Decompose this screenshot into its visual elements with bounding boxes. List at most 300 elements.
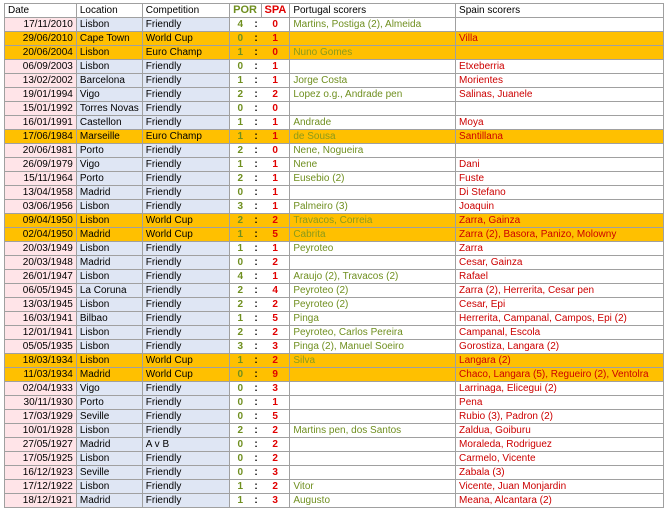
cell-location[interactable]: Lisbon bbox=[76, 242, 142, 256]
cell-por-score[interactable]: 0 bbox=[229, 256, 251, 270]
cell-spa-score[interactable]: 1 bbox=[261, 32, 290, 46]
cell-competition[interactable]: Euro Champ bbox=[142, 130, 229, 144]
table-row bbox=[5, 88, 664, 102]
cell-competition[interactable]: World Cup bbox=[142, 368, 229, 382]
header-por[interactable]: POR bbox=[229, 4, 261, 18]
cell-spa-score[interactable]: 1 bbox=[261, 60, 290, 74]
cell-spa-score[interactable]: 2 bbox=[261, 438, 290, 452]
cell-spain-scorers[interactable] bbox=[456, 18, 664, 32]
cell-date[interactable]: 02/04/1933 bbox=[5, 382, 77, 396]
cell-spa-score[interactable]: 1 bbox=[261, 172, 290, 186]
score-separator[interactable]: : bbox=[251, 214, 261, 228]
cell-spa-score[interactable]: 1 bbox=[261, 116, 290, 130]
cell-date[interactable]: 02/04/1950 bbox=[5, 228, 77, 242]
cell-por-score[interactable]: 0 bbox=[229, 452, 251, 466]
cell-date[interactable]: 17/12/1922 bbox=[5, 480, 77, 494]
score-separator[interactable]: : bbox=[251, 396, 261, 410]
cell-spain-scorers[interactable]: Moya bbox=[456, 116, 664, 130]
cell-spain-scorers[interactable]: Zarra (2), Herrerita, Cesar pen bbox=[456, 284, 664, 298]
cell-competition[interactable]: Friendly bbox=[142, 88, 229, 102]
cell-spain-scorers[interactable]: Rafael bbox=[456, 270, 664, 284]
score-separator[interactable]: : bbox=[251, 242, 261, 256]
cell-location[interactable]: Lisbon bbox=[76, 424, 142, 438]
cell-date[interactable]: 20/03/1949 bbox=[5, 242, 77, 256]
cell-spain-scorers[interactable]: Salinas, Juanele bbox=[456, 88, 664, 102]
cell-location[interactable]: Madrid bbox=[76, 186, 142, 200]
cell-por-score[interactable]: 4 bbox=[229, 270, 251, 284]
score-separator[interactable]: : bbox=[251, 186, 261, 200]
cell-por-score[interactable]: 2 bbox=[229, 284, 251, 298]
cell-spa-score[interactable]: 3 bbox=[261, 340, 290, 354]
cell-spa-score[interactable]: 0 bbox=[261, 46, 290, 60]
cell-portugal-scorers[interactable]: Nene, Nogueira bbox=[290, 144, 456, 158]
cell-por-score[interactable]: 4 bbox=[229, 18, 251, 32]
cell-date[interactable]: 03/06/1956 bbox=[5, 200, 77, 214]
cell-spa-score[interactable]: 2 bbox=[261, 424, 290, 438]
header-location[interactable]: Location bbox=[76, 4, 142, 18]
cell-competition[interactable]: Friendly bbox=[142, 396, 229, 410]
table-row bbox=[5, 270, 664, 284]
cell-por-score[interactable]: 2 bbox=[229, 298, 251, 312]
matches-body bbox=[5, 18, 664, 508]
cell-por-score[interactable]: 1 bbox=[229, 228, 251, 242]
cell-spain-scorers[interactable]: Santillana bbox=[456, 130, 664, 144]
cell-date[interactable]: 27/05/1927 bbox=[5, 438, 77, 452]
cell-competition[interactable]: Friendly bbox=[142, 410, 229, 424]
cell-competition[interactable]: Friendly bbox=[142, 74, 229, 88]
cell-competition[interactable]: Euro Champ bbox=[142, 46, 229, 60]
cell-spain-scorers[interactable]: Vicente, Juan Monjardin bbox=[456, 480, 664, 494]
cell-spa-score[interactable]: 2 bbox=[261, 354, 290, 368]
cell-spa-score[interactable]: 5 bbox=[261, 410, 290, 424]
cell-date[interactable]: 17/06/1984 bbox=[5, 130, 77, 144]
cell-date[interactable]: 15/01/1992 bbox=[5, 102, 77, 116]
cell-spa-score[interactable]: 1 bbox=[261, 200, 290, 214]
cell-por-score[interactable]: 1 bbox=[229, 74, 251, 88]
score-separator[interactable]: : bbox=[251, 466, 261, 480]
score-separator[interactable]: : bbox=[251, 228, 261, 242]
cell-portugal-scorers[interactable] bbox=[290, 382, 456, 396]
cell-spa-score[interactable]: 1 bbox=[261, 396, 290, 410]
cell-por-score[interactable]: 1 bbox=[229, 130, 251, 144]
cell-spa-score[interactable]: 2 bbox=[261, 256, 290, 270]
cell-portugal-scorers[interactable]: Peyroteo, Carlos Pereira bbox=[290, 326, 456, 340]
cell-spain-scorers[interactable]: Villa bbox=[456, 32, 664, 46]
cell-spa-score[interactable]: 2 bbox=[261, 480, 290, 494]
cell-date[interactable]: 13/04/1958 bbox=[5, 186, 77, 200]
cell-competition[interactable]: Friendly bbox=[142, 256, 229, 270]
cell-portugal-scorers[interactable]: Araujo (2), Travacos (2) bbox=[290, 270, 456, 284]
cell-competition[interactable]: Friendly bbox=[142, 466, 229, 480]
cell-portugal-scorers[interactable]: Nuno Gomes bbox=[290, 46, 456, 60]
cell-por-score[interactable]: 0 bbox=[229, 102, 251, 116]
cell-spain-scorers[interactable]: Gorostiza, Langara (2) bbox=[456, 340, 664, 354]
cell-spa-score[interactable]: 2 bbox=[261, 214, 290, 228]
cell-por-score[interactable]: 1 bbox=[229, 354, 251, 368]
cell-portugal-scorers[interactable] bbox=[290, 452, 456, 466]
cell-competition[interactable]: Friendly bbox=[142, 186, 229, 200]
cell-date[interactable]: 26/09/1979 bbox=[5, 158, 77, 172]
cell-location[interactable]: Seville bbox=[76, 410, 142, 424]
cell-spain-scorers[interactable]: Campanal, Escola bbox=[456, 326, 664, 340]
cell-por-score[interactable]: 0 bbox=[229, 466, 251, 480]
cell-por-score[interactable]: 1 bbox=[229, 312, 251, 326]
cell-por-score[interactable]: 1 bbox=[229, 46, 251, 60]
cell-spain-scorers[interactable]: Langara (2) bbox=[456, 354, 664, 368]
cell-spain-scorers[interactable]: Dani bbox=[456, 158, 664, 172]
cell-por-score[interactable]: 1 bbox=[229, 116, 251, 130]
cell-competition[interactable]: Friendly bbox=[142, 60, 229, 74]
cell-portugal-scorers[interactable]: Augusto bbox=[290, 494, 456, 508]
score-separator[interactable]: : bbox=[251, 144, 261, 158]
cell-date[interactable]: 17/03/1929 bbox=[5, 410, 77, 424]
cell-location[interactable]: Vigo bbox=[76, 88, 142, 102]
cell-spain-scorers[interactable] bbox=[456, 144, 664, 158]
cell-spa-score[interactable]: 1 bbox=[261, 270, 290, 284]
cell-por-score[interactable]: 3 bbox=[229, 200, 251, 214]
cell-date[interactable]: 15/11/1964 bbox=[5, 172, 77, 186]
cell-competition[interactable]: World Cup bbox=[142, 32, 229, 46]
cell-competition[interactable]: Friendly bbox=[142, 312, 229, 326]
cell-location[interactable]: Porto bbox=[76, 396, 142, 410]
cell-spain-scorers[interactable]: Etxeberria bbox=[456, 60, 664, 74]
header-spa[interactable]: SPA bbox=[261, 4, 290, 18]
cell-por-score[interactable]: 0 bbox=[229, 60, 251, 74]
cell-competition[interactable]: Friendly bbox=[142, 494, 229, 508]
cell-spain-scorers[interactable]: Meana, Alcantara (2) bbox=[456, 494, 664, 508]
cell-portugal-scorers[interactable] bbox=[290, 102, 456, 116]
score-separator[interactable]: : bbox=[251, 424, 261, 438]
cell-date[interactable]: 12/01/1941 bbox=[5, 326, 77, 340]
cell-competition[interactable]: Friendly bbox=[142, 424, 229, 438]
cell-competition[interactable]: Friendly bbox=[142, 102, 229, 116]
cell-por-score[interactable]: 0 bbox=[229, 32, 251, 46]
cell-spa-score[interactable]: 1 bbox=[261, 186, 290, 200]
cell-date[interactable]: 20/06/2004 bbox=[5, 46, 77, 60]
cell-por-score[interactable]: 2 bbox=[229, 172, 251, 186]
cell-spa-score[interactable]: 3 bbox=[261, 466, 290, 480]
cell-portugal-scorers[interactable]: Martins pen, dos Santos bbox=[290, 424, 456, 438]
cell-portugal-scorers[interactable]: Nene bbox=[290, 158, 456, 172]
cell-spa-score[interactable]: 1 bbox=[261, 158, 290, 172]
score-separator[interactable]: : bbox=[251, 18, 261, 32]
cell-portugal-scorers[interactable]: Pinga bbox=[290, 312, 456, 326]
cell-spa-score[interactable]: 5 bbox=[261, 228, 290, 242]
score-separator[interactable]: : bbox=[251, 438, 261, 452]
cell-competition[interactable]: Friendly bbox=[142, 480, 229, 494]
score-separator[interactable]: : bbox=[251, 382, 261, 396]
cell-date[interactable]: 16/01/1991 bbox=[5, 116, 77, 130]
cell-competition[interactable]: Friendly bbox=[142, 242, 229, 256]
cell-spa-score[interactable]: 5 bbox=[261, 312, 290, 326]
table-row bbox=[5, 396, 664, 410]
cell-location[interactable]: Lisbon bbox=[76, 214, 142, 228]
cell-spain-scorers[interactable]: Zabala (3) bbox=[456, 466, 664, 480]
cell-date[interactable]: 17/05/1925 bbox=[5, 452, 77, 466]
score-separator[interactable]: : bbox=[251, 172, 261, 186]
cell-spain-scorers[interactable]: Cesar, Gainza bbox=[456, 256, 664, 270]
score-separator[interactable]: : bbox=[251, 326, 261, 340]
cell-por-score[interactable]: 0 bbox=[229, 438, 251, 452]
cell-portugal-scorers[interactable]: Andrade bbox=[290, 116, 456, 130]
cell-portugal-scorers[interactable] bbox=[290, 368, 456, 382]
cell-location[interactable]: Cape Town bbox=[76, 32, 142, 46]
cell-location[interactable]: Madrid bbox=[76, 494, 142, 508]
cell-spa-score[interactable]: 0 bbox=[261, 18, 290, 32]
cell-date[interactable]: 09/04/1950 bbox=[5, 214, 77, 228]
cell-competition[interactable]: Friendly bbox=[142, 382, 229, 396]
cell-portugal-scorers[interactable]: de Sousa bbox=[290, 130, 456, 144]
cell-spa-score[interactable]: 1 bbox=[261, 74, 290, 88]
cell-spa-score[interactable]: 1 bbox=[261, 242, 290, 256]
cell-competition[interactable]: World Cup bbox=[142, 214, 229, 228]
score-separator[interactable]: : bbox=[251, 200, 261, 214]
score-separator[interactable]: : bbox=[251, 130, 261, 144]
cell-spain-scorers[interactable]: Herrerita, Campanal, Campos, Epi (2) bbox=[456, 312, 664, 326]
cell-location[interactable]: Madrid bbox=[76, 256, 142, 270]
cell-spain-scorers[interactable] bbox=[456, 46, 664, 60]
table-row bbox=[5, 424, 664, 438]
cell-spain-scorers[interactable]: Fuste bbox=[456, 172, 664, 186]
cell-spain-scorers[interactable]: Larrinaga, Elicegui (2) bbox=[456, 382, 664, 396]
cell-spa-score[interactable]: 0 bbox=[261, 102, 290, 116]
cell-competition[interactable]: Friendly bbox=[142, 298, 229, 312]
cell-por-score[interactable]: 2 bbox=[229, 424, 251, 438]
cell-location[interactable]: Lisbon bbox=[76, 340, 142, 354]
cell-por-score[interactable]: 3 bbox=[229, 340, 251, 354]
score-separator[interactable]: : bbox=[251, 256, 261, 270]
cell-por-score[interactable]: 2 bbox=[229, 326, 251, 340]
cell-competition[interactable]: World Cup bbox=[142, 354, 229, 368]
score-separator[interactable]: : bbox=[251, 116, 261, 130]
table-row bbox=[5, 410, 664, 424]
cell-date[interactable]: 26/01/1947 bbox=[5, 270, 77, 284]
cell-location[interactable]: Lisbon bbox=[76, 270, 142, 284]
table-row bbox=[5, 102, 664, 116]
cell-date[interactable]: 16/03/1941 bbox=[5, 312, 77, 326]
cell-spain-scorers[interactable]: Carmelo, Vicente bbox=[456, 452, 664, 466]
cell-portugal-scorers[interactable]: Peyroteo (2) bbox=[290, 298, 456, 312]
cell-competition[interactable]: Friendly bbox=[142, 18, 229, 32]
cell-location[interactable]: Madrid bbox=[76, 228, 142, 242]
cell-portugal-scorers[interactable]: Vitor bbox=[290, 480, 456, 494]
cell-spa-score[interactable]: 2 bbox=[261, 452, 290, 466]
cell-spain-scorers[interactable]: Joaquin bbox=[456, 200, 664, 214]
header-spain-scorers[interactable]: Spain scorers bbox=[456, 4, 664, 18]
cell-por-score[interactable]: 0 bbox=[229, 396, 251, 410]
cell-portugal-scorers[interactable] bbox=[290, 396, 456, 410]
cell-date[interactable]: 16/12/1923 bbox=[5, 466, 77, 480]
cell-por-score[interactable]: 1 bbox=[229, 242, 251, 256]
cell-date[interactable]: 17/11/2010 bbox=[5, 18, 77, 32]
cell-spa-score[interactable]: 2 bbox=[261, 326, 290, 340]
cell-portugal-scorers[interactable]: Cabrita bbox=[290, 228, 456, 242]
cell-por-score[interactable]: 2 bbox=[229, 88, 251, 102]
cell-competition[interactable]: Friendly bbox=[142, 452, 229, 466]
cell-date[interactable]: 11/03/1934 bbox=[5, 368, 77, 382]
cell-spa-score[interactable]: 3 bbox=[261, 494, 290, 508]
score-separator[interactable]: : bbox=[251, 284, 261, 298]
cell-por-score[interactable]: 1 bbox=[229, 494, 251, 508]
cell-portugal-scorers[interactable]: Peyroteo (2) bbox=[290, 284, 456, 298]
cell-por-score[interactable]: 0 bbox=[229, 368, 251, 382]
score-separator[interactable]: : bbox=[251, 60, 261, 74]
cell-location[interactable]: Lisbon bbox=[76, 452, 142, 466]
cell-spain-scorers[interactable]: Morientes bbox=[456, 74, 664, 88]
score-separator[interactable]: : bbox=[251, 312, 261, 326]
cell-competition[interactable]: Friendly bbox=[142, 172, 229, 186]
cell-location[interactable]: Castellon bbox=[76, 116, 142, 130]
cell-portugal-scorers[interactable]: Peyroteo bbox=[290, 242, 456, 256]
cell-spa-score[interactable]: 1 bbox=[261, 130, 290, 144]
cell-portugal-scorers[interactable]: Eusebio (2) bbox=[290, 172, 456, 186]
cell-date[interactable]: 30/11/1930 bbox=[5, 396, 77, 410]
cell-date[interactable]: 13/03/1945 bbox=[5, 298, 77, 312]
cell-portugal-scorers[interactable] bbox=[290, 256, 456, 270]
score-separator[interactable]: : bbox=[251, 480, 261, 494]
cell-portugal-scorers[interactable]: Pinga (2), Manuel Soeiro bbox=[290, 340, 456, 354]
score-separator[interactable]: : bbox=[251, 298, 261, 312]
header-portugal-scorers[interactable]: Portugal scorers bbox=[290, 4, 456, 18]
cell-date[interactable]: 18/12/1921 bbox=[5, 494, 77, 508]
cell-location[interactable]: Lisbon bbox=[76, 60, 142, 74]
score-separator[interactable]: : bbox=[251, 74, 261, 88]
cell-spain-scorers[interactable]: Moraleda, Rodriguez bbox=[456, 438, 664, 452]
cell-competition[interactable]: Friendly bbox=[142, 158, 229, 172]
cell-portugal-scorers[interactable]: Martins, Postiga (2), Almeida bbox=[290, 18, 456, 32]
table-row bbox=[5, 452, 664, 466]
cell-location[interactable]: Vigo bbox=[76, 158, 142, 172]
cell-spa-score[interactable]: 9 bbox=[261, 368, 290, 382]
cell-location[interactable]: Torres Novas bbox=[76, 102, 142, 116]
cell-date[interactable]: 06/09/2003 bbox=[5, 60, 77, 74]
cell-location[interactable]: Porto bbox=[76, 172, 142, 186]
cell-por-score[interactable]: 1 bbox=[229, 158, 251, 172]
cell-location[interactable]: Seville bbox=[76, 466, 142, 480]
table-row bbox=[5, 494, 664, 508]
score-separator[interactable]: : bbox=[251, 102, 261, 116]
cell-location[interactable]: Barcelona bbox=[76, 74, 142, 88]
score-separator[interactable]: : bbox=[251, 410, 261, 424]
cell-spain-scorers[interactable] bbox=[456, 102, 664, 116]
score-separator[interactable]: : bbox=[251, 368, 261, 382]
cell-competition[interactable]: Friendly bbox=[142, 340, 229, 354]
cell-location[interactable]: Lisbon bbox=[76, 354, 142, 368]
cell-spa-score[interactable]: 0 bbox=[261, 144, 290, 158]
cell-location[interactable]: Madrid bbox=[76, 438, 142, 452]
cell-por-score[interactable]: 2 bbox=[229, 214, 251, 228]
cell-spa-score[interactable]: 4 bbox=[261, 284, 290, 298]
cell-competition[interactable]: Friendly bbox=[142, 326, 229, 340]
cell-spa-score[interactable]: 2 bbox=[261, 298, 290, 312]
score-separator[interactable]: : bbox=[251, 340, 261, 354]
table-row bbox=[5, 298, 664, 312]
cell-location[interactable]: Vigo bbox=[76, 382, 142, 396]
cell-competition[interactable]: World Cup bbox=[142, 228, 229, 242]
cell-date[interactable]: 06/05/1945 bbox=[5, 284, 77, 298]
cell-spa-score[interactable]: 2 bbox=[261, 88, 290, 102]
score-separator[interactable]: : bbox=[251, 158, 261, 172]
cell-location[interactable]: Bilbao bbox=[76, 312, 142, 326]
score-separator[interactable]: : bbox=[251, 88, 261, 102]
score-separator[interactable]: : bbox=[251, 354, 261, 368]
cell-spain-scorers[interactable]: Di Stefano bbox=[456, 186, 664, 200]
cell-location[interactable]: Madrid bbox=[76, 368, 142, 382]
cell-spain-scorers[interactable]: Pena bbox=[456, 396, 664, 410]
cell-location[interactable]: Lisbon bbox=[76, 480, 142, 494]
cell-portugal-scorers[interactable]: Silva bbox=[290, 354, 456, 368]
cell-portugal-scorers[interactable] bbox=[290, 466, 456, 480]
cell-portugal-scorers[interactable] bbox=[290, 410, 456, 424]
cell-portugal-scorers[interactable] bbox=[290, 438, 456, 452]
cell-por-score[interactable]: 0 bbox=[229, 410, 251, 424]
cell-location[interactable]: Marseille bbox=[76, 130, 142, 144]
cell-por-score[interactable]: 0 bbox=[229, 186, 251, 200]
cell-por-score[interactable]: 0 bbox=[229, 382, 251, 396]
cell-date[interactable]: 19/01/1994 bbox=[5, 88, 77, 102]
cell-spain-scorers[interactable]: Cesar, Epi bbox=[456, 298, 664, 312]
table-row bbox=[5, 46, 664, 60]
score-separator[interactable]: : bbox=[251, 452, 261, 466]
cell-location[interactable]: Lisbon bbox=[76, 46, 142, 60]
cell-date[interactable]: 18/03/1934 bbox=[5, 354, 77, 368]
cell-portugal-scorers[interactable]: Lopez o.g., Andrade pen bbox=[290, 88, 456, 102]
cell-competition[interactable]: Friendly bbox=[142, 284, 229, 298]
cell-location[interactable]: Lisbon bbox=[76, 298, 142, 312]
cell-portugal-scorers[interactable]: Jorge Costa bbox=[290, 74, 456, 88]
cell-competition[interactable]: Friendly bbox=[142, 144, 229, 158]
cell-location[interactable]: Lisbon bbox=[76, 326, 142, 340]
cell-spain-scorers[interactable]: Zaldua, Goiburu bbox=[456, 424, 664, 438]
cell-spa-score[interactable]: 3 bbox=[261, 382, 290, 396]
cell-por-score[interactable]: 1 bbox=[229, 480, 251, 494]
score-separator[interactable]: : bbox=[251, 46, 261, 60]
table-row bbox=[5, 18, 664, 32]
cell-location[interactable]: Lisbon bbox=[76, 200, 142, 214]
cell-competition[interactable]: Friendly bbox=[142, 200, 229, 214]
table-row bbox=[5, 312, 664, 326]
header-competition[interactable]: Competition bbox=[142, 4, 229, 18]
cell-competition[interactable]: A v B bbox=[142, 438, 229, 452]
cell-spain-scorers[interactable]: Rubio (3), Padron (2) bbox=[456, 410, 664, 424]
score-separator[interactable]: : bbox=[251, 270, 261, 284]
score-separator[interactable]: : bbox=[251, 494, 261, 508]
cell-spain-scorers[interactable]: Zarra, Gainza bbox=[456, 214, 664, 228]
cell-portugal-scorers[interactable] bbox=[290, 32, 456, 46]
cell-location[interactable]: Porto bbox=[76, 144, 142, 158]
cell-portugal-scorers[interactable]: Travacos, Correia bbox=[290, 214, 456, 228]
cell-por-score[interactable]: 2 bbox=[229, 144, 251, 158]
score-separator[interactable]: : bbox=[251, 32, 261, 46]
cell-date[interactable]: 20/06/1981 bbox=[5, 144, 77, 158]
cell-date[interactable]: 10/01/1928 bbox=[5, 424, 77, 438]
cell-date[interactable]: 05/05/1935 bbox=[5, 340, 77, 354]
cell-portugal-scorers[interactable]: Palmeiro (3) bbox=[290, 200, 456, 214]
cell-location[interactable]: Lisbon bbox=[76, 18, 142, 32]
cell-competition[interactable]: Friendly bbox=[142, 270, 229, 284]
cell-spain-scorers[interactable]: Zarra (2), Basora, Panizo, Molowny bbox=[456, 228, 664, 242]
cell-date[interactable]: 20/03/1948 bbox=[5, 256, 77, 270]
cell-portugal-scorers[interactable] bbox=[290, 186, 456, 200]
cell-date[interactable]: 29/06/2010 bbox=[5, 32, 77, 46]
cell-date[interactable]: 13/02/2002 bbox=[5, 74, 77, 88]
cell-spain-scorers[interactable]: Zarra bbox=[456, 242, 664, 256]
cell-competition[interactable]: Friendly bbox=[142, 116, 229, 130]
cell-portugal-scorers[interactable] bbox=[290, 60, 456, 74]
cell-spain-scorers[interactable]: Chaco, Langara (5), Regueiro (2), Ventolra bbox=[456, 368, 664, 382]
header-date[interactable]: Date bbox=[5, 4, 77, 18]
cell-location[interactable]: La Coruna bbox=[76, 284, 142, 298]
